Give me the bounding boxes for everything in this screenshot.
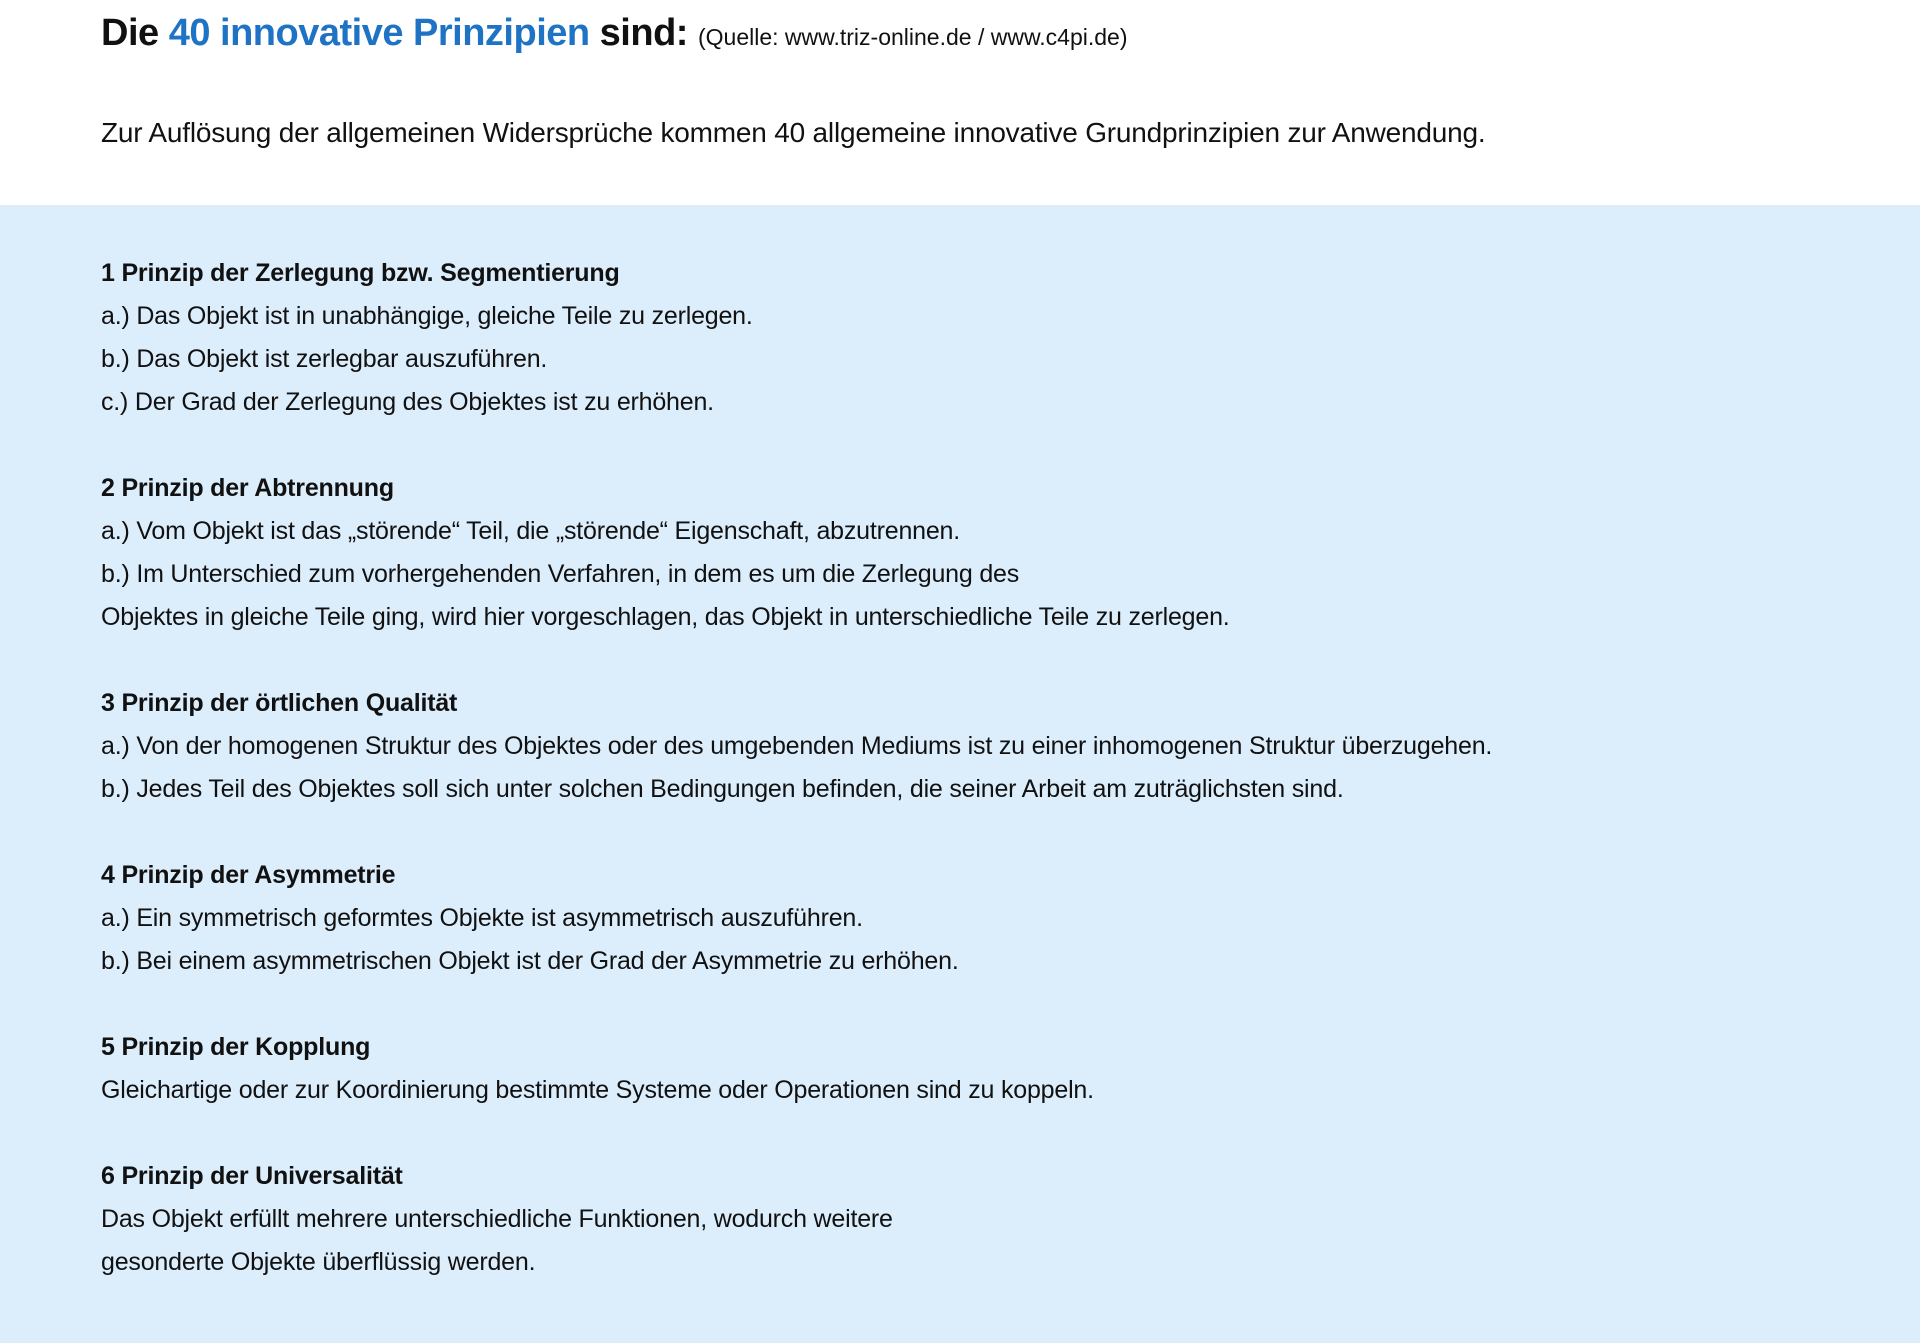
- header: [0, 0, 1920, 205]
- title-accent: 40 innovative Prinzipien: [168, 12, 590, 54]
- principle-heading: 5 Prinzip der Kopplung: [101, 1033, 371, 1061]
- principle-line: gesonderte Objekte überflüssig werden.: [101, 1248, 536, 1276]
- principle-6: [101, 1155, 1920, 1284]
- principle-heading: 4 Prinzip der Asymmetrie: [101, 861, 396, 889]
- principle-2: [101, 467, 1920, 639]
- principle-line: a.) Ein symmetrisch geformtes Objekte ist asymmetrisch auszuführen.: [101, 904, 863, 932]
- page-title: [101, 8, 1128, 62]
- principle-5: [101, 1026, 1920, 1112]
- principle-line: a.) Von der homogenen Struktur des Objektes oder des umgebenden Mediums ist zu einer inhomogenen Struktur überzugehen.: [101, 732, 1493, 760]
- principle-heading: 3 Prinzip der örtlichen Qualität: [101, 689, 458, 717]
- intro-text: Zur Auflösung der allgemeinen Widersprüche kommen 40 allgemeine innovative Grundprinzipien zur Anwendung.: [101, 117, 1486, 148]
- principle-line: b.) Jedes Teil des Objektes soll sich unter solchen Bedingungen befinden, die seiner Arbeit am zuträglichsten sind.: [101, 775, 1344, 803]
- principle-line: Das Objekt erfüllt mehrere unterschiedliche Funktionen, wodurch weitere: [101, 1205, 893, 1233]
- principle-line: c.) Der Grad der Zerlegung des Objektes ist zu erhöhen.: [101, 388, 714, 416]
- principle-line: b.) Im Unterschied zum vorhergehenden Verfahren, in dem es um die Zerlegung des: [101, 560, 1020, 588]
- principle-1: [101, 252, 1920, 424]
- principle-4: [101, 854, 1920, 983]
- title-suffix: sind:: [589, 12, 698, 54]
- principle-3: [101, 682, 1920, 811]
- principle-line: a.) Vom Objekt ist das „störende“ Teil, die „störende“ Eigenschaft, abzutrennen.: [101, 517, 961, 545]
- principle-heading: 1 Prinzip der Zerlegung bzw. Segmentierung: [101, 259, 620, 287]
- principle-line: Objektes in gleiche Teile ging, wird hier vorgeschlagen, das Objekt in unterschiedliche Teile zu zerlegen.: [101, 603, 1230, 631]
- source-note: (Quelle: www.triz-online.de / www.c4pi.de): [698, 24, 1128, 50]
- principle-heading: 2 Prinzip der Abtrennung: [101, 474, 394, 502]
- principle-line: Gleichartige oder zur Koordinierung bestimmte Systeme oder Operationen sind zu koppeln.: [101, 1076, 1094, 1104]
- title-prefix: Die: [101, 12, 169, 54]
- principle-line: b.) Bei einem asymmetrischen Objekt ist der Grad der Asymmetrie zu erhöhen.: [101, 947, 959, 975]
- principle-heading: 6 Prinzip der Universalität: [101, 1162, 403, 1190]
- principle-line: b.) Das Objekt ist zerlegbar auszuführen.: [101, 345, 548, 373]
- principles-list: [0, 205, 1920, 1343]
- principle-line: a.) Das Objekt ist in unabhängige, gleiche Teile zu zerlegen.: [101, 302, 753, 330]
